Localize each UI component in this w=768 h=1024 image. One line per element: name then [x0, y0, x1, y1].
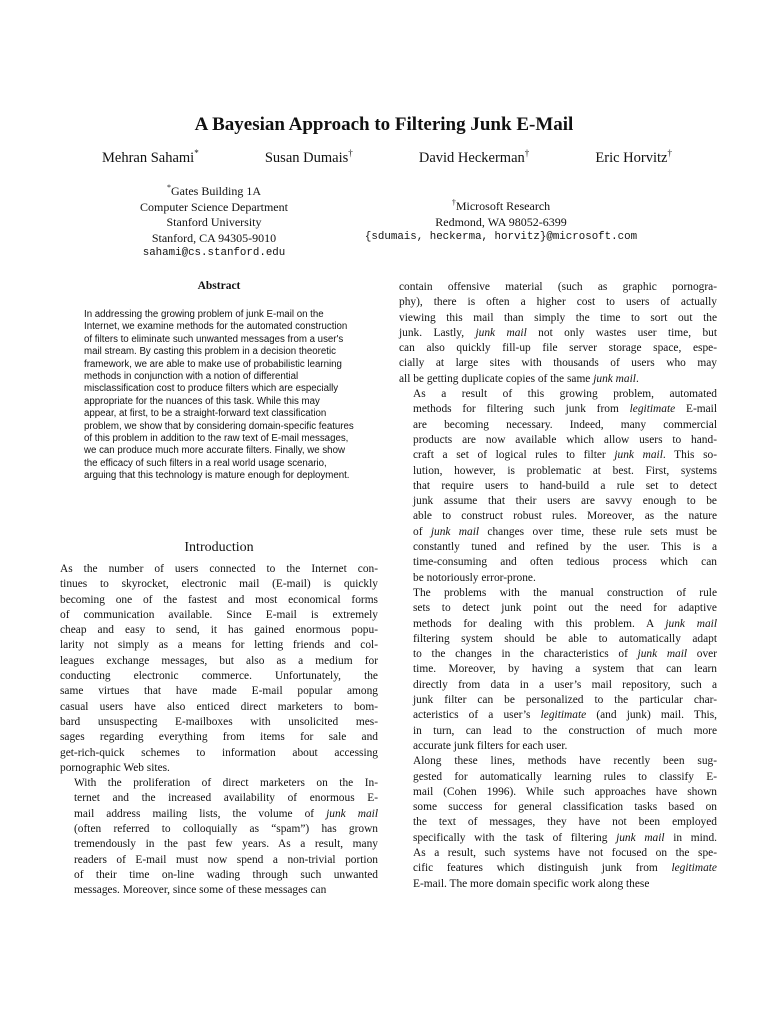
author-email: {sdumais, heckerma, horvitz}@microsoft.com [364, 231, 638, 243]
text-line: filtering system should be able to automatically adapt [413, 632, 717, 645]
text-line: some success for general classification tasks based on [413, 801, 717, 814]
text-line: time. Moreover, by having a system that can learn [413, 663, 717, 676]
body-paragraph [399, 754, 717, 892]
text-line: As a result, such systems have not focused on the spe- [413, 846, 717, 859]
text-line: products are now available which allow users to hand- [413, 433, 717, 446]
affiliation-line: *Gates Building 1A [167, 183, 261, 198]
text-line: larity not simply as a means for letting friends and col- [60, 639, 378, 652]
text-line: (often referred to colloquially as “spam”) has grown [74, 823, 378, 836]
affiliation-stanford [64, 180, 364, 262]
text-line: As a result of this growing problem, automated [413, 388, 717, 401]
emphasis: junk mail [614, 449, 663, 462]
text-line: methods for dealing with this problem. A junk mail [413, 617, 718, 630]
text-line: same virtues that have made E-mail popular among [60, 685, 378, 698]
text-line: sets to detect junk point out the need for adaptive [413, 602, 717, 615]
text-line: messages. Moreover, since some of these messages can [74, 884, 327, 897]
affiliation-line: Computer Science Department [140, 199, 288, 214]
body-paragraph [399, 586, 717, 754]
text-line: gested for automatically learning rules to classify E- [413, 770, 717, 783]
text-line: sages regarding everything from items for sale and [60, 731, 378, 744]
body-paragraph [399, 387, 717, 586]
abstract-text: In addressing the growing problem of junk E-mail on the Internet, we examine methods for the automated construction of filters to eliminate such unwanted messages from a user's mail stream. By casting this problem in a decision theoretic framework, we are able to make use of probabilistic learning methods in conjunction with a notion of differential misclassification cost to produce filters which are especially appropriate for the nuances of this task. While this may appear, at first, to be a straight-forward text classification problem, we show that by considering domain-specific features of this problem in addition to the raw text of E-mail messages, we can produce much more accurate filters. Finally, we show the efficacy of such filters in a real world usage scenario, arguing that this technology is mature enough for deployment. [84, 309, 354, 482]
affiliation-line: Redmond, WA 98052-6399 [435, 214, 567, 229]
text-line: lution, however, is problematic at best. First, systems [413, 464, 717, 477]
affiliation-line: Stanford, CA 94305-9010 [151, 230, 277, 245]
affiliation-line: Stanford University [166, 215, 262, 229]
body-paragraph [60, 776, 378, 898]
text-line: that require users to hand-build a rule set to detect [413, 479, 717, 492]
emphasis: junk mail [326, 807, 378, 820]
text-line: casual users have also enticed direct marketers to bom- [60, 700, 378, 713]
author-email: sahami@cs.stanford.edu [142, 247, 286, 259]
text-line: viewing this mail than simply the time to sort out the [399, 311, 717, 324]
text-line: cific features which distinguish junk from legitimate [413, 862, 717, 875]
text-line: phy), there is often a higher cost to users of actually [399, 296, 717, 309]
body-column-right [399, 280, 717, 892]
body-paragraph [399, 280, 717, 387]
text-line: mail (Cohen 1996). While such approaches have shown [413, 785, 717, 798]
text-line: be notoriously error-prone. [413, 571, 536, 584]
text-line: are becoming necessary. Indeed, many commercial [413, 418, 717, 431]
author-list [102, 148, 672, 167]
affiliation-line: †Microsoft Research [451, 198, 551, 213]
emphasis: junk mail [475, 326, 527, 339]
emphasis: junk mail [430, 525, 480, 538]
text-line: junk. Lastly, junk mail not only wastes user time, but [399, 326, 718, 339]
emphasis: legitimate [629, 403, 676, 416]
text-line: cheap and easy to send, it has gained enormous popu- [60, 624, 378, 637]
text-line: tinues to skyrocket, electronic mail (E-mail) is quickly [60, 578, 378, 591]
text-line: can also quickly fill-up file server storage space, espe- [399, 342, 717, 355]
text-line: E-mail. The more domain specific work along these [413, 877, 650, 890]
text-line: of junk mail changes over time, these rule sets must be [413, 525, 717, 538]
author: Susan Dumais† [264, 148, 353, 166]
emphasis: junk mail [593, 372, 636, 385]
author: David Heckerman† [418, 148, 530, 166]
emphasis: junk mail [637, 648, 688, 661]
text-line: junk filter can be personalized to the particular char- [413, 694, 717, 707]
text-line: mail address mailing lists, the volume of junk mail [74, 807, 378, 820]
text-line: of their time on-line wading through such unwanted [74, 868, 378, 881]
text-line: The problems with the manual construction of rule [413, 586, 717, 599]
emphasis: legitimate [671, 862, 717, 875]
body-paragraph [60, 562, 378, 776]
affiliation-microsoft [351, 195, 651, 246]
body-column-left [60, 562, 378, 899]
text-line: able to construct robust rules. Moreover, as the nature [413, 510, 717, 523]
text-line: tremendously in the past few years. As a result, many [74, 838, 378, 851]
text-line: methods for filtering such junk from legitimate E-mail [413, 403, 717, 416]
text-line: accurate junk filters for each user. [413, 739, 568, 752]
text-line: readers of E-mail must now spend a non-trivial portion [74, 853, 378, 866]
text-line: Along these lines, methods have recently been sug- [413, 755, 717, 768]
text-line: pornographic Web sites. [60, 761, 170, 774]
text-line: specifically with the task of filtering junk mail in mind. [413, 831, 717, 844]
text-line: acteristics of a user’s legitimate (and junk) mail. This, [413, 709, 717, 722]
text-line: constantly tuned and refined by the user. This is a [413, 541, 717, 554]
author: Eric Horvitz† [595, 148, 672, 166]
emphasis: junk mail [616, 831, 665, 844]
text-line: craft a set of logical rules to filter junk mail. This so- [413, 449, 717, 462]
text-line: conducting electronic commerce. Unfortunately, the [60, 670, 378, 683]
text-line: of communication available. Since E-mail is extremely [60, 608, 378, 621]
text-line: all be getting duplicate copies of the same junk mail. [399, 372, 639, 385]
text-line: With the proliferation of direct marketers on the In- [74, 777, 378, 790]
emphasis: junk mail [665, 617, 718, 630]
text-line: contain offensive material (such as graphic pornogra- [399, 281, 717, 293]
text-line: leagues exchange messages, but also as a medium for [60, 654, 378, 667]
text-line: As the number of users connected to the Internet con- [60, 563, 378, 575]
text-line: cially at large sites with thousands of users who may [399, 357, 717, 370]
emphasis: legitimate [540, 709, 587, 722]
paper-title: A Bayesian Approach to Filtering Junk E-Mail [194, 114, 574, 135]
author: Mehran Sahami* [102, 148, 199, 166]
introduction-heading: Introduction [184, 540, 254, 555]
abstract-heading: Abstract [197, 280, 241, 292]
text-line: ternet and the increased availability of enormous E- [74, 792, 378, 805]
text-line: get-rich-quick schemes to information about accessing [60, 746, 378, 759]
text-line: time-consuming and often tedious process which can [413, 556, 717, 569]
text-line: to the changes in the characteristics of junk mail over [413, 648, 717, 661]
text-line: junk assume that their users are savvy enough to be [413, 495, 717, 508]
text-line: becoming one of the fastest and most economical forms [60, 593, 378, 606]
text-line: bard unsuspecting E-mailboxes with unsolicited mes- [60, 715, 378, 728]
text-line: in turn, can lead to the construction of much more [413, 724, 717, 737]
text-line: directly from data in a user’s mail repository, such a [413, 678, 717, 691]
text-line: the text of messages, they have not been employed [413, 816, 717, 829]
